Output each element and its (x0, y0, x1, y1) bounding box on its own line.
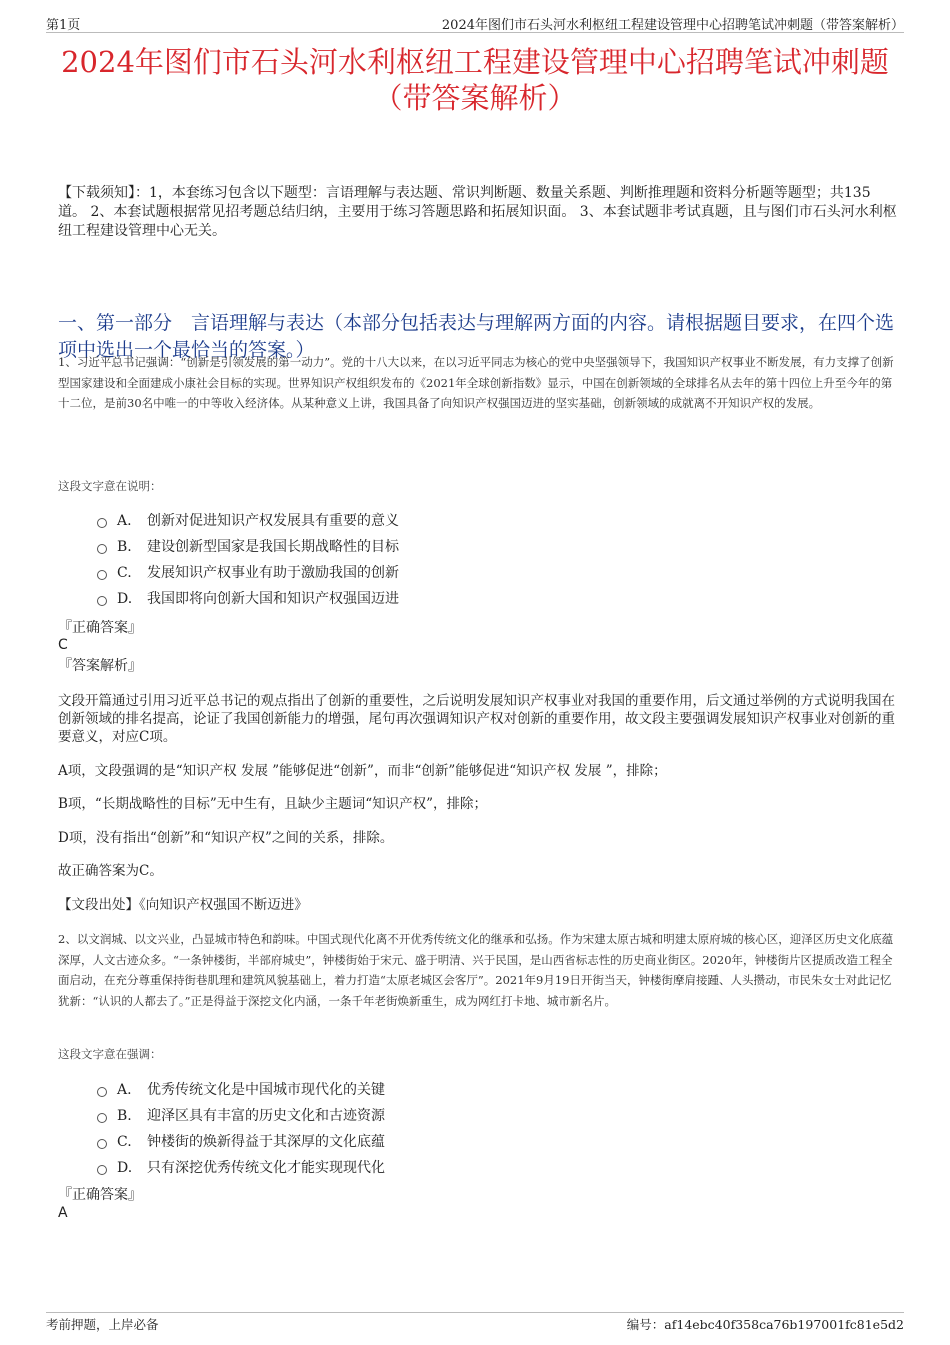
radio-icon[interactable] (97, 570, 107, 580)
footer-doc-id: 编号：af14ebc40f358ca76b197001fc81e5d2 (626, 1317, 904, 1332)
section-heading: 一、第一部分 言语理解与表达（本部分包括表达与理解两方面的内容。请根据题目要求，在四个选项中选出一个最恰当的答案。） (58, 312, 895, 361)
page-footer (46, 1312, 904, 1331)
radio-icon[interactable] (97, 544, 107, 554)
radio-icon[interactable] (97, 1139, 107, 1149)
page-header (46, 14, 904, 33)
analysis-label: 『答案解析』 (58, 658, 142, 674)
question-1-passage: 1、习近平总书记强调：“创新是引领发展的第一动力”。党的十八大以来，在以习近平同志为核心的党中央坚强领导下，我国知识产权事业不断发展，有力支撑了创新型国家建设和全面建成小康社会目标的实现。世界知识产权组织发布的《2021年全球创新指数》显示，中国在创新领域的全球排名从去年的第十四位上升至今年的第十二位，是前30名中唯一的中等收入经济体。从某种意义上讲，我国具备了向知识产权强国迈进的坚实基础，创新领域的成就离不开知识产权的发展。 (58, 355, 894, 411)
radio-icon[interactable] (97, 1087, 107, 1097)
question-2-passage: 2、以文润城、以文兴业，凸显城市特色和韵味。中国式现代化离不开优秀传统文化的继承和弘扬。作为宋建太原古城和明建太原府城的核心区，迎泽区历史文化底蕴深厚，人文古迹众多。“一条钟楼街，半部府城史”，钟楼街始于宋元、盛于明清、兴于民国，是山西省标志性的历史商业街区。2020年，钟楼街片区提质改造工程全面启动，在充分尊重保持街巷肌理和建筑风貌基础上，着力打造“太原老城区会客厅”。2021年9月19日开街当天，钟楼街摩肩接踵、人头攒动，市民朱女士对此记忆犹新：“认识的人都去了。”正是得益于深挖文化内涵，一条千年老街焕新重生，成为网红打卡地、城市新名片。 (58, 932, 894, 1008)
option-d[interactable]: D. 只有深挖优秀传统文化才能实现现代化 (97, 1155, 385, 1181)
answer-label: 『正确答案』 (58, 1187, 142, 1203)
page-number: 第1页 (46, 18, 81, 33)
analysis-line-b: B项，“长期战略性的目标”无中生有，且缺少主题词“知识产权”，排除； (58, 796, 488, 812)
question-1-stem: 这段文字意在说明： (58, 479, 162, 493)
analysis-text: 文段开篇通过引用习近平总书记的观点指出了创新的重要性，之后说明发展知识产权事业对我国的重要作用，后文通过举例的方式说明我国在创新领域的排名提高，论证了我国创新能力的增强，尾句再次强调知识产权对创新的重要作用，故文段主要强调发展知识产权事业对创新的重要意义，对应C项。 (58, 693, 895, 745)
passage-source: 【文段出处】《向知识产权强国不断迈进》 (58, 897, 308, 913)
option-b[interactable]: B. 迎泽区具有丰富的历史文化和古迹资源 (97, 1103, 385, 1129)
download-notice: 【下载须知】：1，本套练习包含以下题型：言语理解与表达题、常识判断题、数量关系题、判断推理题和资料分析题等题型；共135道。 2、本套试题根据常见招考题总结归纳，主要用于练习答题思路和拓展知识面。 3、本套试题非考试真题，且与图们市石头河水利枢纽工程建设管理中心无关。 (58, 185, 897, 239)
option-c[interactable]: C. 钟楼街的焕新得益于其深厚的文化底蕴 (97, 1129, 385, 1155)
option-a[interactable]: A. 优秀传统文化是中国城市现代化的关键 (97, 1077, 385, 1103)
option-c[interactable]: C. 发展知识产权事业有助于激励我国的创新 (97, 560, 399, 586)
question-2-stem: 这段文字意在强调： (58, 1047, 162, 1061)
radio-icon[interactable] (97, 1113, 107, 1123)
footer-slogan: 考前押题，上岸必备 (46, 1317, 159, 1332)
analysis-conclusion: 故正确答案为C。 (58, 863, 163, 879)
option-d[interactable]: D. 我国即将向创新大国和知识产权强国迈进 (97, 586, 399, 612)
analysis-line-a: A项，文段强调的是“知识产权 发展 ”能够促进“创新”，而非“创新”能够促进“知识产权 发展 ”，排除； (58, 763, 667, 779)
header-doc-title: 2024年图们市石头河水利枢纽工程建设管理中心招聘笔试冲刺题（带答案解析） (441, 18, 904, 33)
answer-value: C (58, 637, 68, 653)
answer-label: 『正确答案』 (58, 620, 142, 636)
radio-icon[interactable] (97, 518, 107, 528)
radio-icon[interactable] (97, 1165, 107, 1175)
option-a[interactable]: A. 创新对促进知识产权发展具有重要的意义 (97, 508, 399, 534)
analysis-line-d: D项，没有指出“创新”和“知识产权”之间的关系，排除。 (58, 830, 394, 846)
question-2-options (97, 1077, 385, 1181)
question-1-options (97, 508, 399, 612)
document-title: 2024年图们市石头河水利枢纽工程建设管理中心招聘笔试冲刺题（带答案解析） (61, 45, 889, 115)
radio-icon[interactable] (97, 596, 107, 606)
option-b[interactable]: B. 建设创新型国家是我国长期战略性的目标 (97, 534, 399, 560)
answer-value: A (58, 1205, 68, 1221)
